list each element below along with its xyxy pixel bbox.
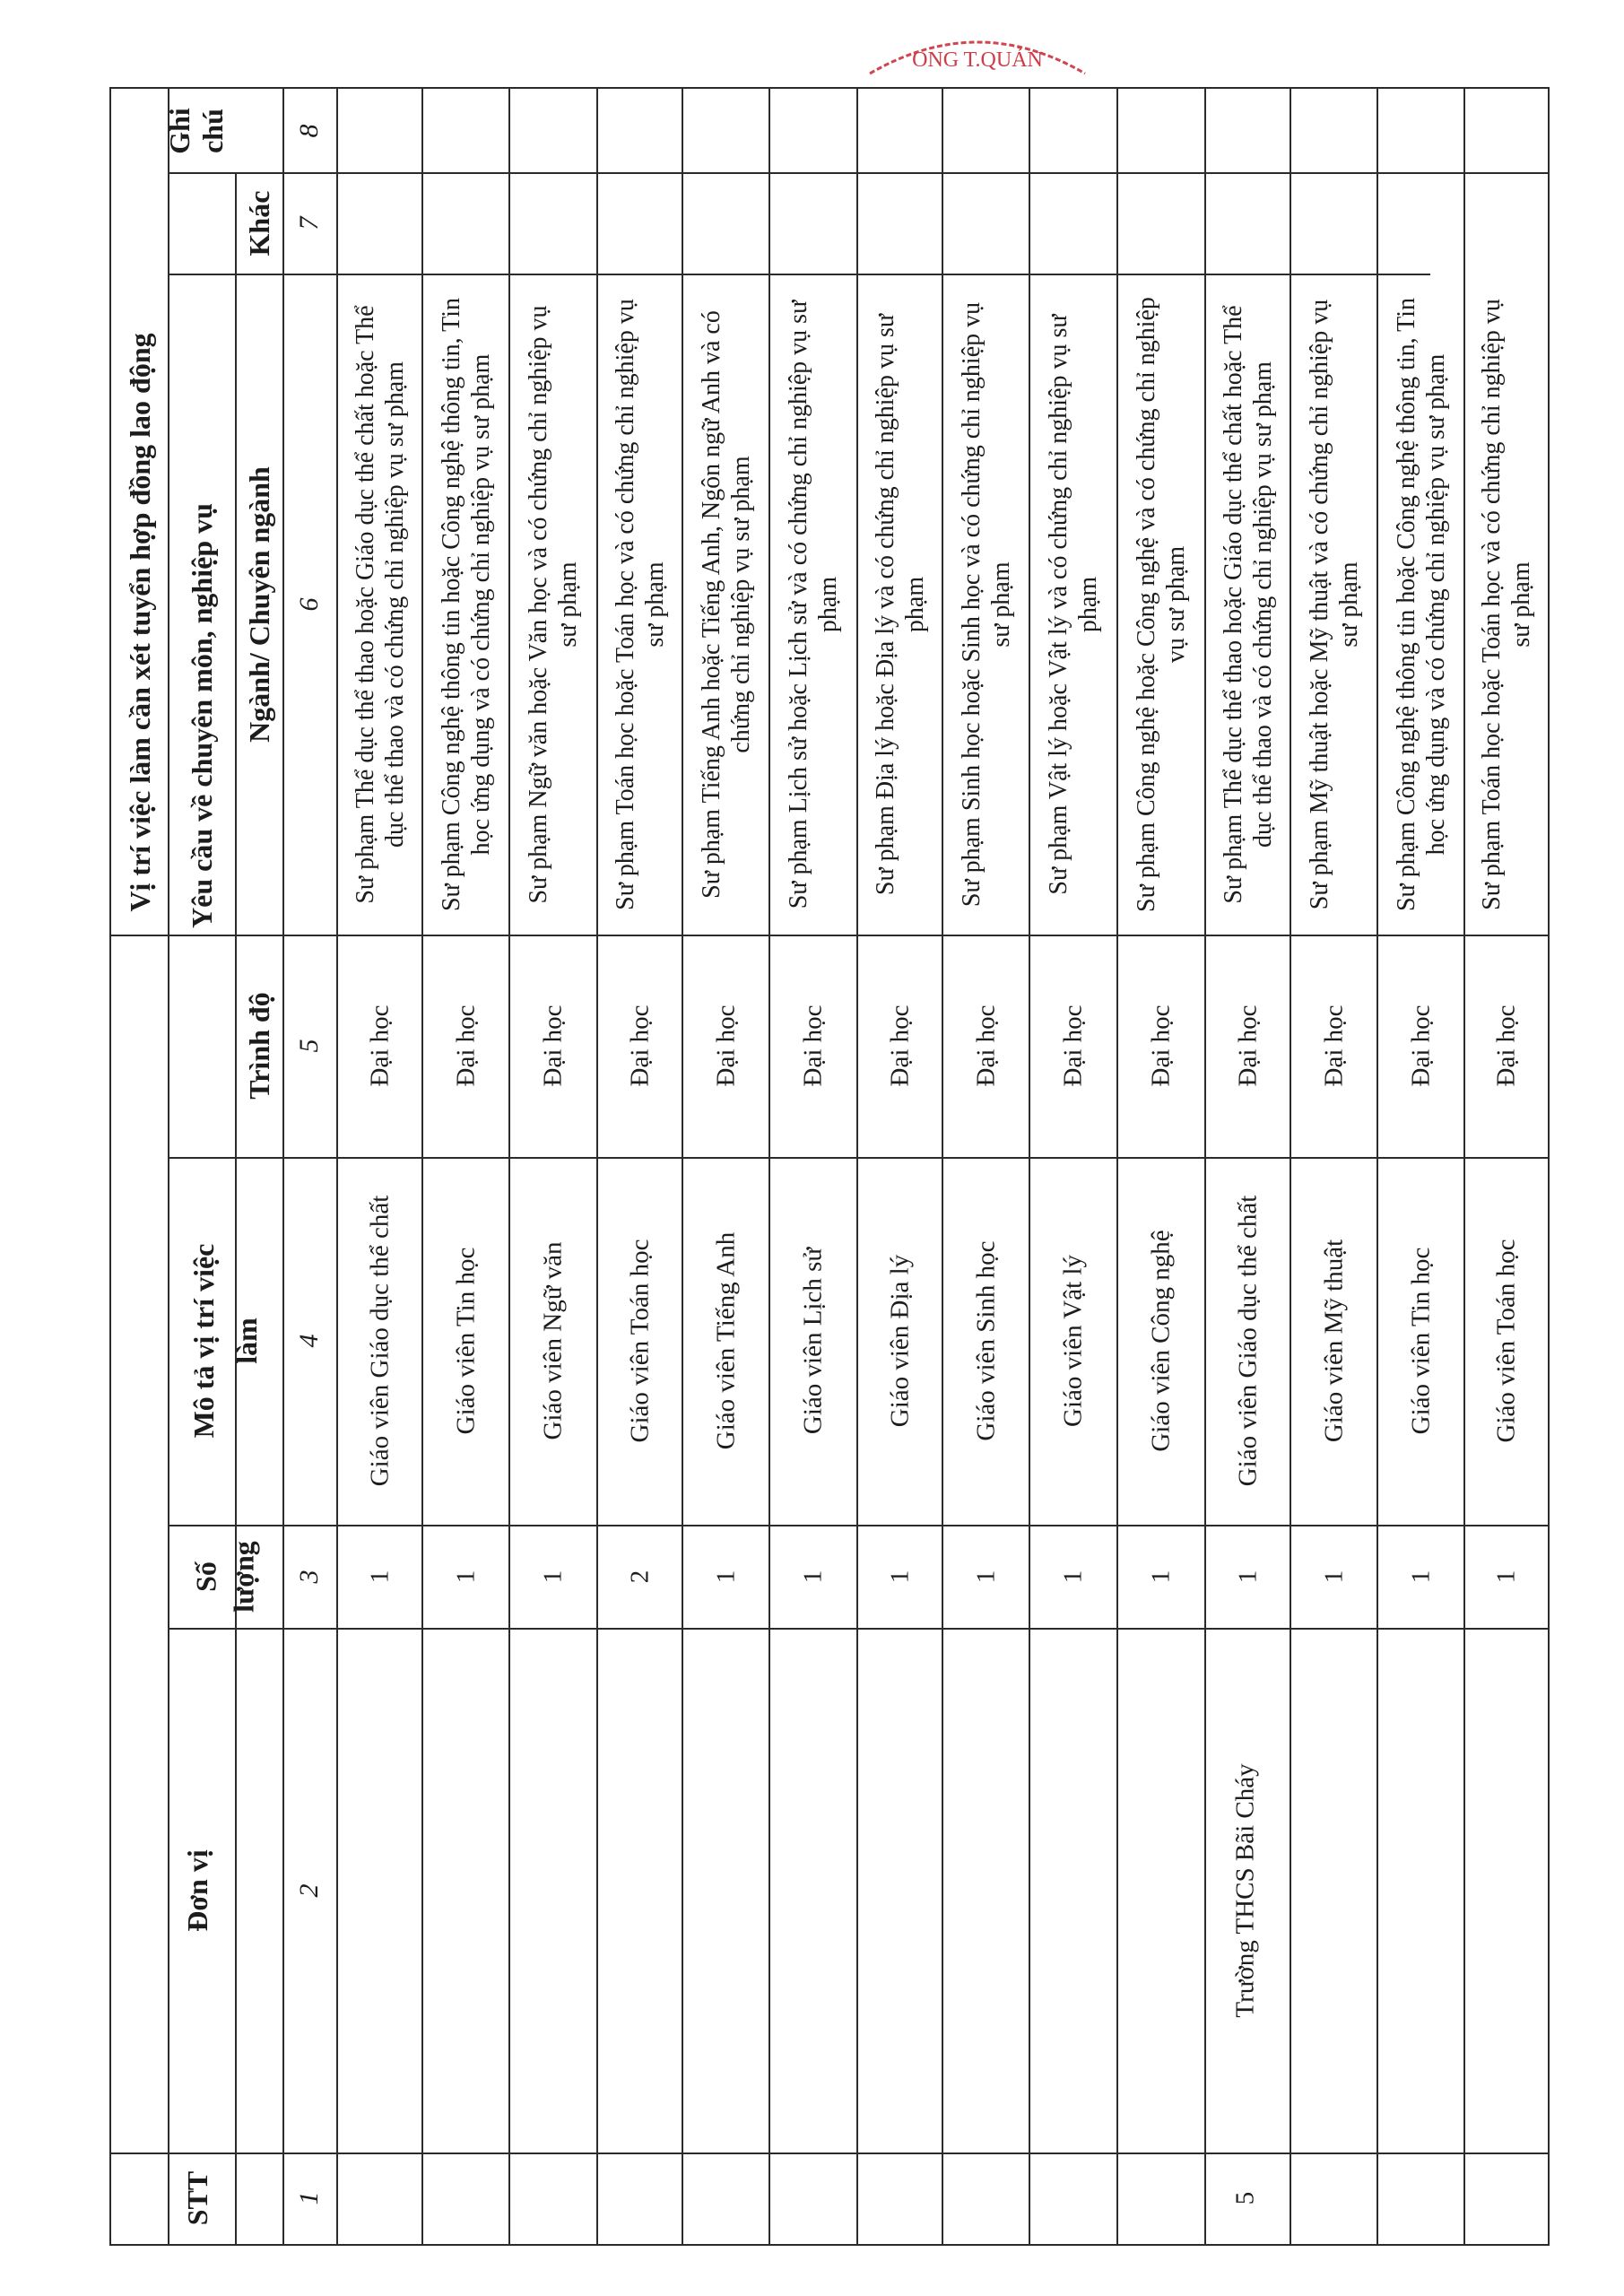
row-10-nganh-cell <box>1118 274 1204 935</box>
row-10-so_luong-cell <box>1118 1525 1204 1628</box>
so-luong-text: 1 <box>1319 1570 1349 1583</box>
row-14-mo_ta-cell <box>1465 1157 1548 1525</box>
col-number-7-cell <box>282 172 336 274</box>
row-12-so_luong-cell <box>1291 1525 1376 1628</box>
col-number-5: 5 <box>294 1039 324 1053</box>
row-1-so_luong-cell <box>338 1525 421 1628</box>
row-4-nganh-cell <box>598 274 682 935</box>
row-13-nganh-cell <box>1378 274 1463 935</box>
nganh-text: Sư phạm Sinh học hoặc Sinh học và có chứng chỉ nghiệp vụ sư phạm <box>957 301 1015 907</box>
trinh-do-text: Đại học <box>711 1004 741 1087</box>
so-luong-text: 1 <box>1233 1570 1263 1583</box>
row-8-nganh-cell <box>943 274 1029 935</box>
mo-ta-text: Giáo viên Giáo dục thể chất <box>365 1195 395 1487</box>
unit-name-cell <box>942 1628 1550 2152</box>
row-12-mo_ta-cell <box>1291 1157 1376 1525</box>
nganh-text: Sư phạm Tiếng Anh hoặc Tiếng Anh, Ngôn ngữ Anh và có chứng chỉ nghiệp vụ sư phạm <box>697 309 755 899</box>
row-3-so_luong-cell <box>510 1525 596 1628</box>
trinh-do-text: Đại học <box>538 1004 568 1087</box>
so-luong-text: 2 <box>625 1570 655 1583</box>
row-11-mo_ta-cell <box>1206 1157 1290 1525</box>
table-border-bottom <box>109 2244 1550 2246</box>
col-number-2: 2 <box>294 1883 324 1897</box>
row-4-trinh_do-cell <box>598 935 682 1157</box>
nganh-text: Sư phạm Vật lý hoặc Vật lý và có chứng chỉ nghiệp vụ sư phạm <box>1044 313 1102 895</box>
nganh-text: Sư phạm Mỹ thuật hoặc Mỹ thuật và có chứng chỉ nghiệp vụ sư phạm <box>1305 299 1363 909</box>
row-10-mo_ta-cell <box>1118 1157 1204 1525</box>
row-11-trinh_do-cell <box>1206 935 1290 1157</box>
row-7-nganh-cell <box>858 274 942 935</box>
header-trinh-do: Trình độ <box>242 992 275 1100</box>
row-6-mo_ta-cell <box>770 1157 856 1525</box>
row-4-mo_ta-cell <box>598 1157 682 1525</box>
mo-ta-text: Giáo viên Toán học <box>625 1239 655 1443</box>
trinh-do-text: Đại học <box>365 1004 395 1087</box>
row-5-trinh_do-cell <box>683 935 769 1157</box>
col-number-5-cell <box>282 935 336 1157</box>
so-luong-text: 1 <box>1146 1570 1176 1583</box>
header-so-luong-cell <box>168 1525 282 1628</box>
so-luong-text: 1 <box>1491 1570 1521 1583</box>
col-number-6-cell <box>282 274 336 935</box>
so-luong-text: 1 <box>885 1570 915 1583</box>
col-number-4: 4 <box>294 1334 324 1348</box>
row-11-nganh-cell <box>1206 274 1290 935</box>
mo-ta-text: Giáo viên Địa lý <box>885 1254 915 1428</box>
row-8-mo_ta-cell <box>943 1157 1029 1525</box>
so-luong-text: 1 <box>365 1570 395 1583</box>
header-ghi-chu-cell <box>111 89 282 173</box>
mo-ta-text: Giáo viên Tin học <box>1406 1247 1436 1435</box>
row-4-so_luong-cell <box>598 1525 682 1628</box>
nganh-text: Sư phạm Công nghệ hoặc Công nghệ và có chứng chỉ nghiệp vụ sư phạm <box>1132 296 1190 912</box>
header-group-title-cell <box>111 89 168 1156</box>
so-luong-text: 1 <box>798 1570 828 1583</box>
row-3-mo_ta-cell <box>510 1157 596 1525</box>
mo-ta-text: Giáo viên Ngữ văn <box>538 1241 568 1440</box>
mo-ta-text: Giáo viên Tiếng Anh <box>711 1231 741 1450</box>
row-10-trinh_do-cell <box>1118 935 1204 1157</box>
row-5-nganh-cell <box>683 274 769 935</box>
row-13-so_luong-cell <box>1378 1525 1463 1628</box>
row-6-so_luong-cell <box>770 1525 856 1628</box>
row-5-mo_ta-cell <box>683 1157 769 1525</box>
so-luong-text: 1 <box>1058 1570 1088 1583</box>
col-number-4-cell <box>282 1157 336 1525</box>
nganh-text: Sư phạm Thể dục thể thao hoặc Giáo dục thể chất hoặc Thể dục thể thao và có chứng chỉ nghiệp vụ sư phạm <box>351 304 409 904</box>
row-9-nganh-cell <box>1030 274 1116 935</box>
header-stt: STT <box>180 2170 213 2226</box>
header-trinh-do-cell <box>235 935 282 1157</box>
trinh-do-text: Đại học <box>1233 1004 1263 1087</box>
mo-ta-text: Giáo viên Lịch sử <box>798 1247 828 1435</box>
header-don-vi: Đơn vị <box>180 1848 213 1932</box>
row-13-mo_ta-cell <box>1378 1157 1463 1525</box>
row-5-so_luong-cell <box>683 1525 769 1628</box>
row-2-nganh-cell <box>423 274 508 935</box>
mo-ta-text: Giáo viên Sinh học <box>971 1240 1001 1441</box>
header-yeu-cau-cell <box>168 274 235 1157</box>
nganh-text: Sư phạm Thể dục thể thao hoặc Giáo dục thể chất hoặc Thể dục thể thao và có chứng chỉ nghiệp vụ sư phạm <box>1219 304 1277 904</box>
row-11-so_luong-cell <box>1206 1525 1290 1628</box>
trinh-do-text: Đại học <box>1406 1004 1436 1087</box>
col-number-8: 8 <box>294 124 324 138</box>
nganh-text: Sư phạm Lịch sử hoặc Lịch sử và có chứng chỉ nghiệp vụ sư phạm <box>784 300 842 909</box>
trinh-do-text: Đại học <box>798 1004 828 1087</box>
header-rule-yeu-cau <box>168 172 1550 174</box>
row-1-trinh_do-cell <box>338 935 421 1157</box>
row-14-trinh_do-cell <box>1465 935 1548 1157</box>
header-ghi-chu: Ghi chú <box>163 108 229 154</box>
trinh-do-text: Đại học <box>451 1004 481 1087</box>
row-7-trinh_do-cell <box>858 935 942 1157</box>
nganh-text: Sư phạm Toán học hoặc Toán học và có chứng chỉ nghiệp vụ sư phạm <box>1477 298 1535 910</box>
trinh-do-text: Đại học <box>885 1004 915 1087</box>
col-number-1-cell <box>282 2152 336 2244</box>
header-don-vi-cell <box>111 1628 282 2152</box>
trinh-do-text: Đại học <box>1491 1004 1521 1087</box>
header-nganh: Ngành/ Chuyên ngành <box>242 465 275 743</box>
nganh-text: Sư phạm Địa lý hoặc Địa lý và có chứng chỉ nghiệp vụ sư phạm <box>871 313 929 895</box>
so-luong-text: 1 <box>538 1570 568 1583</box>
mo-ta-text: Giáo viên Toán học <box>1491 1239 1521 1443</box>
header-group-title: Vị trí việc làm cần xét tuyển hợp đồng lao động <box>123 333 156 912</box>
row-13-trinh_do-cell <box>1378 935 1463 1157</box>
col-number-7: 7 <box>294 216 324 230</box>
col-number-6: 6 <box>294 597 324 611</box>
so-luong-text: 1 <box>451 1570 481 1583</box>
row-1-nganh-cell <box>338 274 421 935</box>
row-1-mo_ta-cell <box>338 1157 421 1525</box>
header-so-luong: Số lượng <box>189 1540 259 1613</box>
trinh-do-text: Đại học <box>1058 1004 1088 1087</box>
mo-ta-text: Giáo viên Vật lý <box>1058 1255 1088 1427</box>
header-khac-cell <box>235 172 282 274</box>
col-number-8-cell <box>282 89 336 173</box>
mo-ta-text: Giáo viên Công nghệ <box>1146 1230 1176 1452</box>
stamp-text: ONG T.QUẢN <box>912 48 1043 72</box>
row-9-mo_ta-cell <box>1030 1157 1116 1525</box>
row-8-trinh_do-cell <box>943 935 1029 1157</box>
col-number-2-cell <box>282 1628 336 2152</box>
nganh-text: Sư phạm Toán học hoặc Toán học và có chứng chỉ nghiệp vụ sư phạm <box>611 298 669 910</box>
row-2-mo_ta-cell <box>423 1157 508 1525</box>
row-6-nganh-cell <box>770 274 856 935</box>
col-number-3-cell <box>282 1525 336 1628</box>
row-7-mo_ta-cell <box>858 1157 942 1525</box>
row-14-so_luong-cell <box>1465 1525 1548 1628</box>
unit-stt-cell <box>942 2152 1550 2244</box>
col-number-1: 1 <box>294 2191 324 2205</box>
row-14-nganh-cell <box>1465 274 1548 935</box>
unit-stt: 5 <box>1230 2191 1260 2205</box>
mo-ta-text: Giáo viên Tin học <box>451 1247 481 1435</box>
mo-ta-text: Giáo viên Mỹ thuật <box>1319 1239 1349 1443</box>
row-9-trinh_do-cell <box>1030 935 1116 1157</box>
row-12-trinh_do-cell <box>1291 935 1376 1157</box>
mo-ta-text: Giáo viên Giáo dục thể chất <box>1233 1195 1263 1487</box>
so-luong-text: 1 <box>971 1570 1001 1583</box>
nganh-text: Sư phạm Công nghệ thông tin hoặc Công nghệ thông tin, Tin học ứng dụng và có chứng chỉ nghiệp vụ sư phạm <box>437 297 495 911</box>
row-8-so_luong-cell <box>943 1525 1029 1628</box>
header-yeu-cau: Yêu cầu về chuyên môn, nghiệp vụ <box>185 502 218 928</box>
header-mo-ta: Mô tả vị trí việc làm <box>187 1243 263 1439</box>
nganh-text: Sư phạm Công nghệ thông tin hoặc Công nghệ thông tin, Tin học ứng dụng và có chứng chỉ nghiệp vụ sư phạm <box>1392 297 1450 911</box>
header-mo-ta-cell <box>168 1157 282 1525</box>
trinh-do-text: Đại học <box>971 1004 1001 1087</box>
row-12-nganh-cell <box>1291 274 1376 935</box>
row-2-trinh_do-cell <box>423 935 508 1157</box>
row-3-nganh-cell <box>510 274 596 935</box>
header-khac: Khác <box>242 190 275 256</box>
col-number-3: 3 <box>294 1570 324 1583</box>
trinh-do-text: Đại học <box>1146 1004 1176 1087</box>
row-9-so_luong-cell <box>1030 1525 1116 1628</box>
trinh-do-text: Đại học <box>1319 1004 1349 1087</box>
nganh-text: Sư phạm Ngữ văn hoặc Văn học và có chứng chỉ nghiệp vụ sư phạm <box>524 304 582 904</box>
unit-name: Trường THCS Bãi Cháy <box>1230 1762 1260 2018</box>
so-luong-text: 1 <box>711 1570 741 1583</box>
row-3-trinh_do-cell <box>510 935 596 1157</box>
header-stt-cell <box>111 2152 282 2244</box>
row-6-trinh_do-cell <box>770 935 856 1157</box>
row-7-so_luong-cell <box>858 1525 942 1628</box>
so-luong-text: 1 <box>1406 1570 1436 1583</box>
row-2-so_luong-cell <box>423 1525 508 1628</box>
header-nganh-cell <box>235 274 282 935</box>
trinh-do-text: Đại học <box>625 1004 655 1087</box>
